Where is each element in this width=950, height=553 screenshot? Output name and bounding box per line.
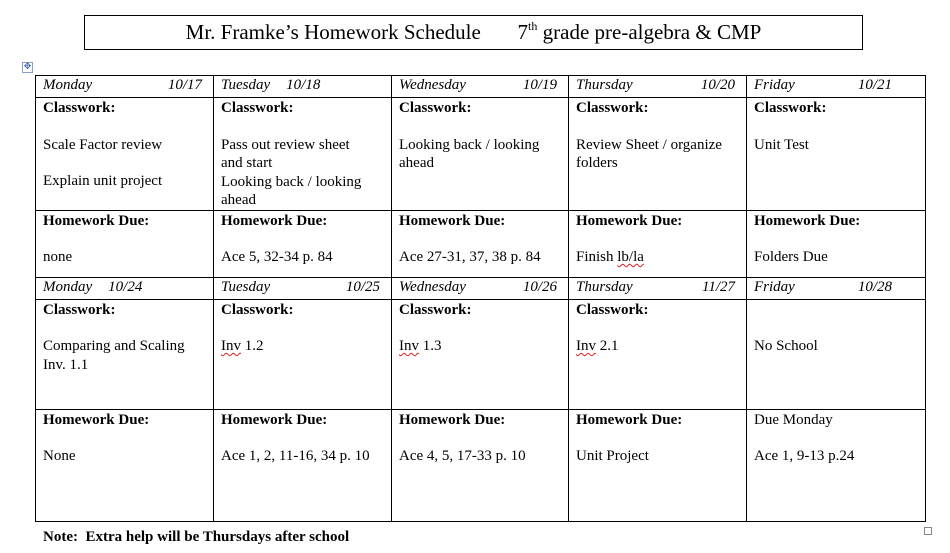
classwork-cell: Classwork: Pass out review sheet and start Looking back / looking ahead — [214, 98, 392, 211]
classwork-cell: Classwork: Scale Factor review Explain unit project — [36, 98, 214, 211]
homework-cell: Homework Due: Unit Project — [569, 409, 747, 521]
homework-cell: Homework Due: Folders Due — [747, 210, 926, 277]
day-header-wednesday: Wednesday 10/26 — [392, 277, 569, 299]
classwork-cell: Classwork: Comparing and Scaling Inv. 1.1 — [36, 299, 214, 409]
homework-cell: Homework Due: Ace 4, 5, 17-33 p. 10 — [392, 409, 569, 521]
spellcheck-flagged-word[interactable]: Inv — [221, 338, 241, 354]
week1-day-header-row — [36, 76, 926, 98]
homework-cell: Homework Due: Ace 5, 32-34 p. 84 — [214, 210, 392, 277]
classwork-cell: No School — [747, 299, 926, 409]
homework-cell: Homework Due: None — [36, 409, 214, 521]
week2-classwork-row — [36, 299, 926, 409]
day-header-monday: Monday 10/17 — [36, 76, 214, 98]
homework-cell: Homework Due: none — [36, 210, 214, 277]
day-header-friday: Friday 10/21 — [747, 76, 926, 98]
classwork-cell: Classwork: Looking back / looking ahead — [392, 98, 569, 211]
classwork-cell: Classwork: Inv 2.1 — [569, 299, 747, 409]
title-grade-suffix: th — [528, 19, 538, 33]
day-header-friday: Friday 10/28 — [747, 277, 926, 299]
table-resize-handle[interactable] — [924, 527, 932, 535]
day-header-thursday: Thursday 11/27 — [569, 277, 747, 299]
day-header-monday: Monday 10/24 — [36, 277, 214, 299]
day-header-wednesday: Wednesday 10/19 — [392, 76, 569, 98]
title-grade-number: 7 — [517, 20, 529, 44]
classwork-cell: Classwork: Unit Test — [747, 98, 926, 211]
week1-classwork-row — [36, 98, 926, 211]
spellcheck-flagged-word[interactable]: lb/la — [617, 249, 644, 265]
day-header-tuesday: Tuesday 10/25 — [214, 277, 392, 299]
day-header-thursday: Thursday 10/20 — [569, 76, 747, 98]
week1-homework-row — [36, 210, 926, 277]
classwork-cell: Classwork: Inv 1.2 — [214, 299, 392, 409]
homework-cell: Homework Due: Ace 1, 2, 11-16, 34 p. 10 — [214, 409, 392, 521]
homework-cell: Homework Due: Ace 27-31, 37, 38 p. 84 — [392, 210, 569, 277]
classwork-cell: Classwork: Review Sheet / organize folders — [569, 98, 747, 211]
week2-day-header-row — [36, 277, 926, 299]
spellcheck-flagged-word[interactable]: Inv — [399, 338, 419, 354]
title-course: grade pre-algebra & CMP — [537, 20, 762, 44]
page-title — [84, 15, 863, 50]
homework-cell: Due Monday Ace 1, 9-13 p.24 — [747, 409, 926, 521]
spellcheck-flagged-word[interactable]: Inv — [576, 338, 596, 354]
week2-homework-row — [36, 409, 926, 521]
footer-note: Note: Extra help will be Thursdays after school — [43, 529, 350, 545]
homework-schedule-table — [35, 75, 926, 522]
classwork-cell: Classwork: Inv 1.3 — [392, 299, 569, 409]
day-header-tuesday: Tuesday 10/18 — [214, 76, 392, 98]
homework-cell: Homework Due: Finish lb/la — [569, 210, 747, 277]
title-teacher: Mr. Framke’s Homework Schedule — [185, 20, 481, 44]
table-move-icon[interactable]: ✥ — [23, 62, 32, 72]
